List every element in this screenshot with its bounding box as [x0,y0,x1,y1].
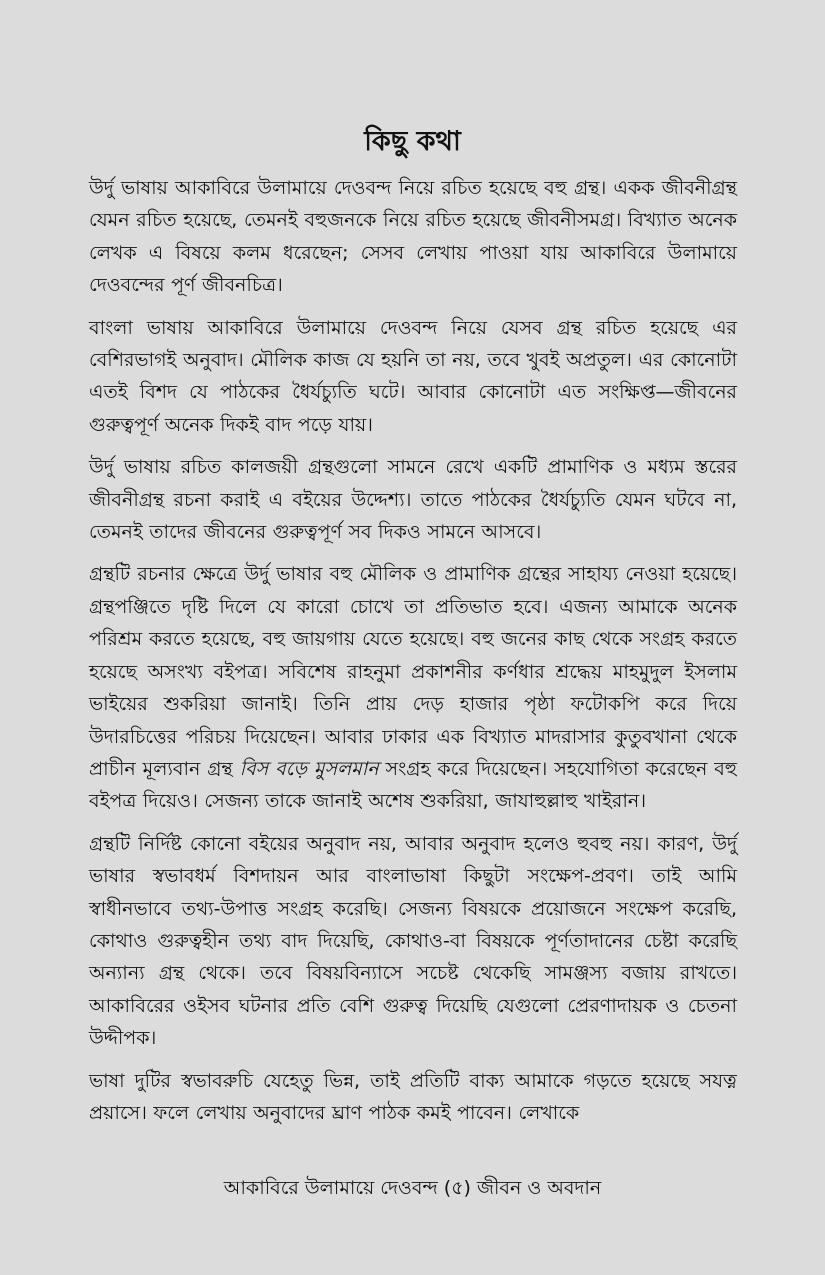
body-text [89,172,737,1139]
paragraph-1: উর্দু ভাষায় আকাবিরে উলামায়ে দেওবন্দ নিয়ে রচিত হয়েছে বহু গ্রন্থ। একক জীবনীগ্রন্থ যেমন রচিত হয়েছে, তেমনই বহুজনকে নিয়ে রচিত হয়েছে জীবনীসমগ্র। বিখ্যাত অনেক লেখক এ বিষয়ে কলম ধরেছেন; সেসব লেখায় পাওয়া যায় আকাবিরে উলামায়ে দেওবন্দের পূর্ণ জীবনচিত্র। [89,177,737,297]
paragraph-6: ভাষা দুটির স্বভাবরুচি যেহেতু ভিন্ন, তাই প্রতিটি বাক্য আমাকে গড়তে হয়েছে সযত্ন প্রয়াসে। ফলে লেখায় অনুবাদের ঘ্রাণ পাঠক কমই পাবেন। লেখাকে [89,1069,737,1124]
paragraph-4-text-after: সংগ্রহ করে দিয়েছেন। সহযোগিতা করেছেন বহু বইপত্র দিয়েও। সেজন্য তাকে জানাই অশেষ শুকরিয়া, জাযাহুল্লাহু খাইরান। [89,757,737,813]
paragraph-4 [89,558,737,817]
paragraph-4-text-before: গ্রন্থটি রচনার ক্ষেত্রে উর্দু ভাষার বহু মৌলিক ও প্রামাণিক গ্রন্থের সাহায্য নেওয়া হয়েছে। গ্রন্থপঞ্জিতে দৃষ্টি দিলে যে কারো চোখে তা প্রতিভাত হবে। এজন্য আমাকে অনেক পরিশ্রম করতে হয়েছে, বহু জায়গায় যেতে হয়েছে। বহু জনের কাছ থেকে সংগ্রহ করতে হয়েছে অসংখ্য বইপত্র। সবিশেষ রাহনুমা প্রকাশনীর কর্ণধার শ্রদ্ধেয় মাহমুদুল ইসলাম ভাইয়ের শুকরিয়া জানাই। তিনি প্রায় দেড় হাজার পৃষ্ঠা ফটোকপি করে দিয়ে উদারচিত্তের পরিচয় দিয়েছেন। আবার ঢাকার এক বিখ্যাত মাদরাসার কুতুবখানা থেকে প্রাচীন মূল্যবান গ্রন্থ [89,563,737,780]
paragraph-2: বাংলা ভাষায় আকাবিরে উলামায়ে দেওবন্দ নিয়ে যেসব গ্রন্থ রচিত হয়েছে এর বেশিরভাগই অনুবাদ। মৌলিক কাজ যে হয়নি তা নয়, তবে খুবই অপ্রতুল। এর কোনোটা এতই বিশদ যে পাঠকের ধৈর্যচ্যুতি ঘটে। আবার কোনোটা এত সংক্ষিপ্ত—জীবনের গুরুত্বপূর্ণ অনেক দিকই বাদ পড়ে যায়। [89,316,737,436]
page-title: কিছু কথা [364,126,461,157]
page-footer: আকাবিরে উলামায়ে দেওবন্দ (৫) জীবন ও অবদান [223,1177,602,1199]
book-title-italic: বিস বড়ে মুসলমান [239,757,379,780]
paragraph-5: গ্রন্থটি নির্দিষ্ট কোনো বইয়ের অনুবাদ নয়, আবার অনুবাদ হলেও হুবহু নয়। কারণ, উর্দু ভাষার স্বভাবধর্ম বিশদায়ন আর বাংলাভাষা কিছুটা সংক্ষেপ-প্রবণ। তাই আমি স্বাধীনভাবে তথ্য-উপাত্ত সংগ্রহ করেছি। সেজন্য বিষয়কে প্রয়োজনে সংক্ষেপ করেছি, কোথাও গুরুত্বহীন তথ্য বাদ দিয়েছি, কোথাও-বা বিষয়কে পূর্ণতাদানের চেষ্টা করেছি অন্যান্য গ্রন্থ থেকে। তবে বিষয়বিন্যাসে সচেষ্ট থেকেছি সামঞ্জস্য বজায় রাখতে। আকাবিরের ওইসব ঘটনার প্রতি বেশি গুরুত্ব দিয়েছি যেগুলো প্রেরণাদায়ক ও চেতনা উদ্দীপক। [89,832,737,1050]
paragraph-3: উর্দু ভাষায় রচিত কালজয়ী গ্রন্থগুলো সামনে রেখে একটি প্রামাণিক ও মধ্যম স্তরের জীবনীগ্রন্থ রচনা করাই এ বইয়ের উদ্দেশ্য। তাতে পাঠকের ধৈর্যচ্যুতি যেমন ঘটবে না, তেমনই তাদের জীবনের গুরুত্বপূর্ণ সব দিকও সামনে আসবে। [89,456,737,544]
